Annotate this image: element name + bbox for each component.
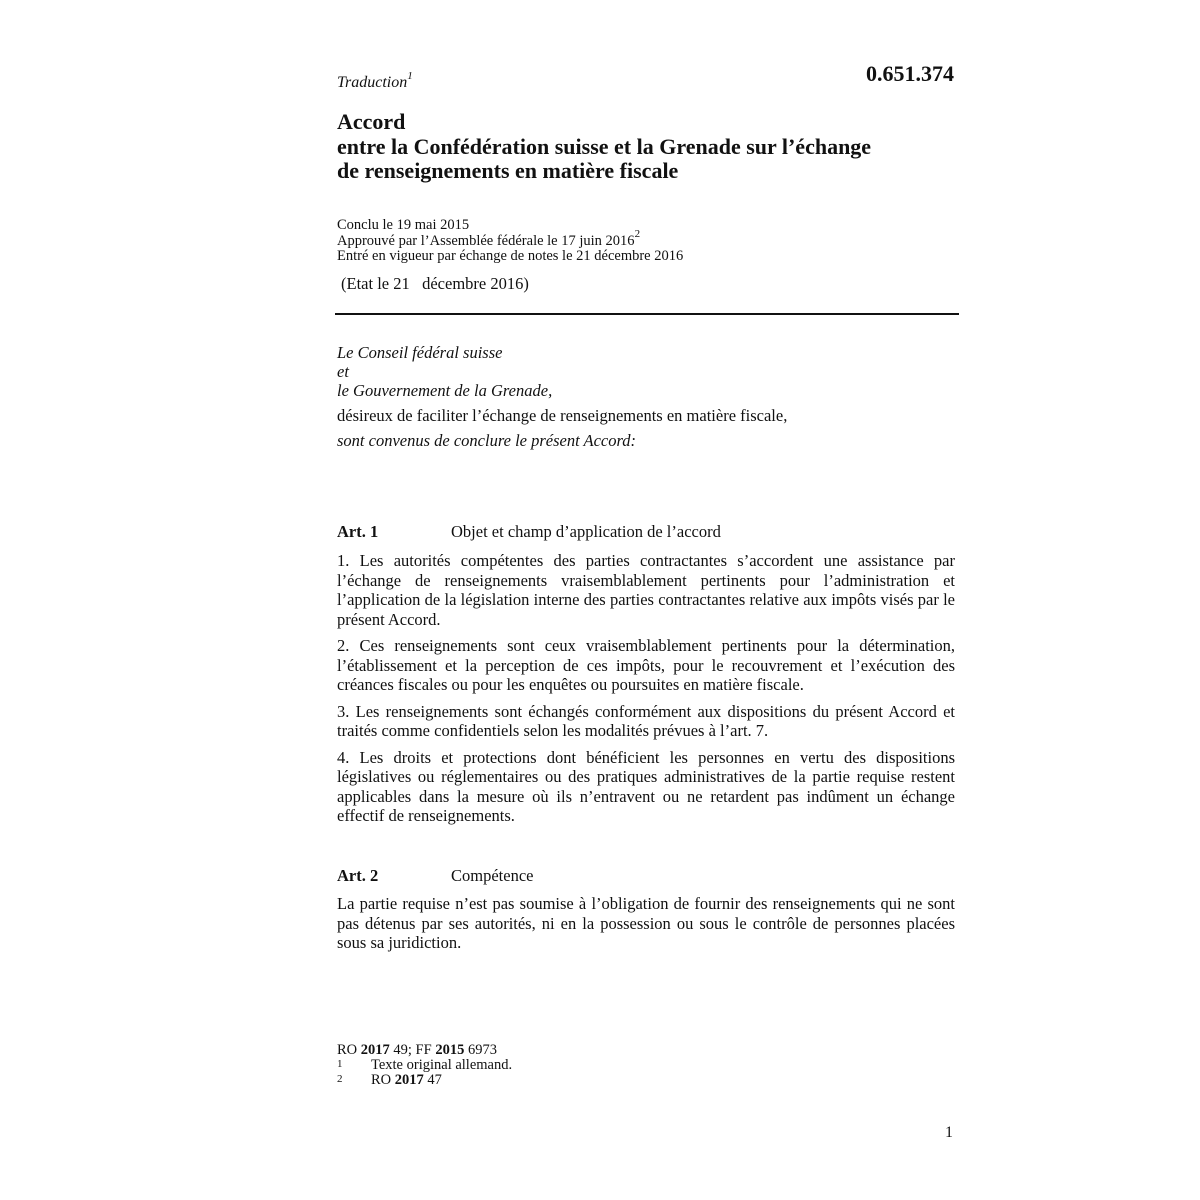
approved-date-text: Approuvé par l’Assemblée fédérale le 17 juin 2016 — [337, 232, 635, 249]
article-1-heading — [337, 522, 957, 542]
footnote-ref-1[interactable]: 1 — [407, 69, 413, 82]
footnote-ro-year: 2017 — [394, 1072, 424, 1088]
in-force-date: Entré en vigueur par échange de notes le 21 décembre 2016 — [337, 248, 684, 264]
article-paragraph: 1. Les autorités compétentes des parties contractantes s’accordent une assistance par l’échange de renseignements vraisemblablement pertinents pour l’administration et l’application de la législation interne des parties contractantes relative aux impôts visés par le présent Accord. — [337, 551, 955, 629]
footnote-text — [371, 1073, 442, 1088]
source-ff-year: 2015 — [435, 1042, 465, 1058]
footnote-mark: 1 — [337, 1058, 343, 1070]
footnotes — [337, 1043, 512, 1088]
title-line-2: entre la Confédération suisse et la Grenade sur l’échange — [337, 133, 872, 159]
status-date-text: (Etat le 21 décembre 2016) — [341, 274, 529, 293]
article-number: Art. 2 — [337, 866, 379, 885]
rs-number: 0.651.374 — [866, 61, 954, 86]
footnote-ro-page: 47 — [427, 1072, 442, 1088]
footnote-1 — [337, 1058, 512, 1073]
source-ro-year: 2017 — [360, 1042, 390, 1058]
source-ro-page: 49; FF — [393, 1042, 432, 1058]
translation-label — [337, 69, 413, 92]
approved-date — [337, 227, 683, 250]
source-reference — [337, 1043, 512, 1058]
article-paragraph: 3. Les renseignements sont échangés conformément aux dispositions du présent Accord et traités comme confidentiels selon les modalités prévues à l’art. 7. — [337, 701, 955, 740]
status-date — [341, 274, 529, 294]
article-paragraph: 4. Les droits et protections dont bénéficient les personnes en vertu des dispositions législatives ou réglementaires ou des pratiques administratives de la partie requise restent applicables dans la mesure où ils n’entravent ou ne retardent pas indûment un échange effectif de renseignements. — [337, 747, 955, 825]
title-line-3: de renseignements en matière fiscale — [337, 158, 679, 183]
footnote-ref-2[interactable]: 2 — [634, 227, 641, 240]
article-paragraph: La partie requise n’est pas soumise à l’obligation de fournir des renseignements qui ne sont pas détenus par ses autorités, ni en la possession ou sous le contrôle de personnes placées sous sa juridiction. — [337, 894, 955, 952]
preamble — [337, 343, 957, 450]
article-paragraph: 2. Ces renseignements sont ceux vraisemblablement pertinents pour la détermination, l’établissement et la perception de ces impôts, pour le recouvrement et l’exécution des créances fiscales ou pour les enquêtes ou poursuites en matière fiscale. — [337, 636, 955, 694]
footnote-2 — [337, 1073, 512, 1088]
article-title: Objet et champ d’application de l’accord — [451, 522, 721, 541]
source-ro-prefix: RO — [337, 1042, 358, 1058]
source-ff-page: 6973 — [467, 1042, 497, 1058]
preamble-party-2: le Gouvernement de la Grenade, — [337, 381, 553, 400]
translation-label-text: Traduction — [337, 74, 408, 91]
article-2-heading — [337, 866, 957, 886]
document-metadata — [337, 218, 683, 265]
header-divider — [335, 313, 959, 315]
preamble-agreed: sont convenus de conclure le présent Accord: — [337, 431, 637, 450]
title-line-1: Accord — [337, 109, 406, 134]
preamble-and: et — [337, 362, 349, 381]
preamble-desire: désireux de faciliter l’échange de renseignements en matière fiscale, — [337, 406, 788, 425]
footnote-text: Texte original allemand. — [371, 1057, 513, 1073]
article-number: Art. 1 — [337, 522, 379, 541]
footnote-ro-prefix: RO — [371, 1072, 392, 1088]
page-number: 1 — [945, 1124, 953, 1141]
footnote-mark: 2 — [337, 1073, 343, 1085]
document-title — [337, 110, 957, 184]
preamble-party-1: Le Conseil fédéral suisse — [337, 343, 503, 362]
article-1-body — [337, 551, 955, 833]
concluded-date: Conclu le 19 mai 2015 — [337, 217, 470, 233]
article-title: Compétence — [451, 866, 534, 885]
article-2-body — [337, 894, 955, 960]
